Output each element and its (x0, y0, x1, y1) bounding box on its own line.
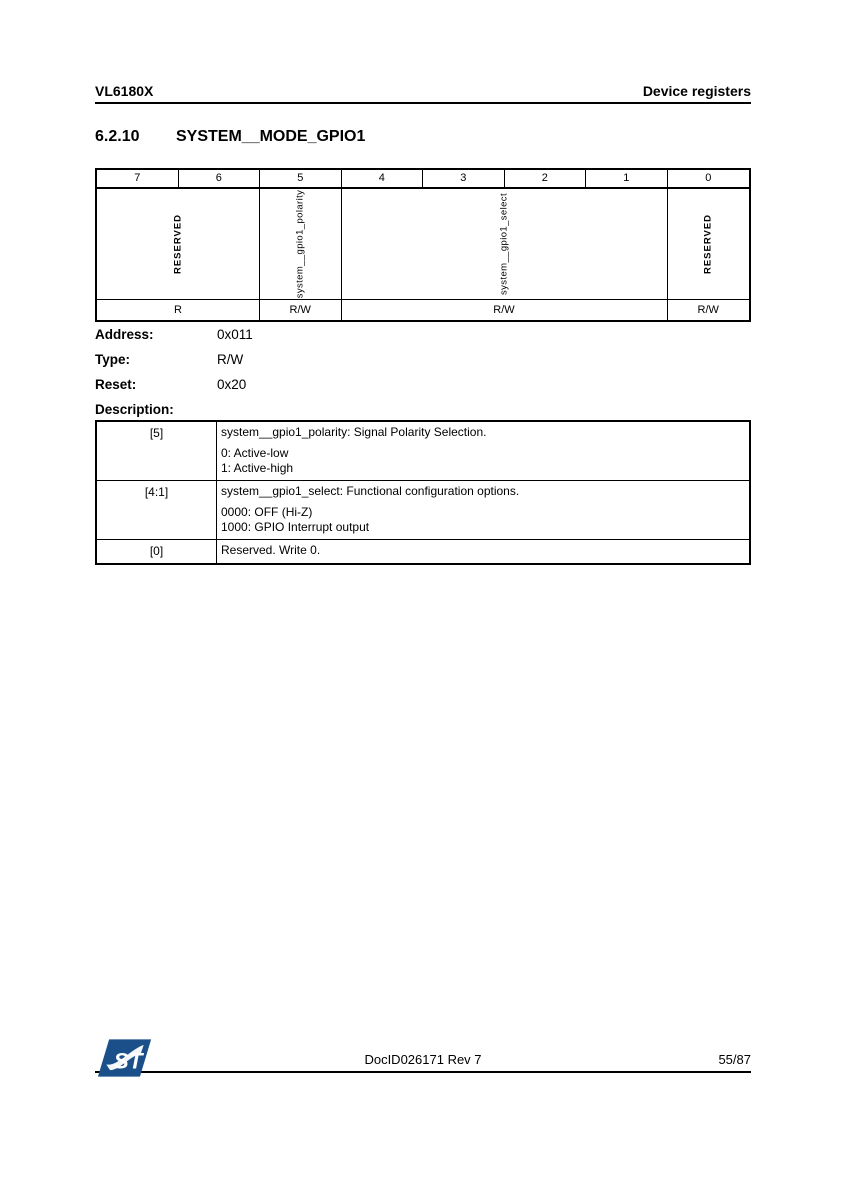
svg-text:ST: ST (113, 1048, 143, 1074)
description-line: system__gpio1_polarity: Signal Polarity Selection. (221, 425, 487, 439)
property-label: Reset: (95, 377, 137, 392)
field-label: RESERVED (172, 213, 184, 275)
property-value: 0x011 (217, 327, 253, 342)
bit-number: 7 (97, 170, 179, 187)
bit-number: 0 (705, 172, 712, 184)
table-row (97, 481, 749, 540)
description-line: 1: Active-high (221, 461, 294, 475)
bit-number: 4 (342, 170, 424, 187)
property-label: Type: (95, 352, 131, 367)
description-table (95, 420, 751, 565)
section-title: SYSTEM__MODE_GPIO1 (176, 128, 366, 145)
bit-number: 5 (260, 170, 342, 187)
bit-range-cell: [4:1] (97, 481, 217, 539)
field-label: RESERVED (702, 213, 714, 275)
description-line: 0000: OFF (Hi-Z) (221, 505, 313, 519)
description-heading: Description: (95, 402, 174, 417)
register-field-reserved-high (97, 189, 260, 299)
property-address (95, 327, 495, 342)
bit-number: 6 (179, 170, 261, 187)
field-label: system__gpio1_polarity (294, 189, 306, 299)
register-field-reserved-low (668, 189, 750, 299)
description-line: 1000: GPIO Interrupt output (221, 520, 370, 534)
property-type (95, 352, 495, 367)
access-type: R/W (342, 300, 668, 320)
footer-page-number: 55/87 (718, 1052, 751, 1067)
access-type: R (97, 300, 260, 320)
register-field-gpio1-select (342, 189, 668, 299)
bit-number: 3 (423, 170, 505, 187)
register-bit-numbers-row (97, 170, 749, 189)
description-line: Reserved. Write 0. (221, 543, 321, 557)
access-type: R/W (697, 304, 719, 316)
property-label: Address: (95, 327, 154, 342)
description-cell (217, 422, 749, 480)
table-row (97, 540, 749, 563)
section-number: 6.2.10 (95, 128, 140, 145)
description-cell (217, 481, 749, 539)
property-reset (95, 377, 495, 392)
register-field-gpio1-polarity (260, 189, 342, 299)
description-line: 0: Active-low (221, 446, 289, 460)
table-row (97, 422, 749, 481)
bit-range-cell: [0] (97, 540, 217, 563)
bit-number: 2 (505, 170, 587, 187)
property-value: 0x20 (217, 377, 247, 392)
bit-number: 1 (586, 170, 668, 187)
property-value: R/W (217, 352, 244, 367)
access-type: R/W (260, 300, 342, 320)
bit-range-cell: [5] (97, 422, 217, 480)
header-device-name: VL6180X (95, 83, 154, 99)
header-chapter: Device registers (642, 83, 751, 99)
register-bit-diagram (95, 168, 751, 322)
header-rule (95, 102, 751, 104)
description-cell (217, 540, 749, 563)
footer-doc-id: DocID026171 Rev 7 (364, 1052, 482, 1067)
register-field-names-row (97, 189, 749, 299)
field-label: system__gpio1_select (498, 193, 510, 295)
description-line: system__gpio1_select: Functional configuration options. (221, 484, 520, 498)
register-access-row (97, 299, 749, 320)
footer-rule (95, 1071, 751, 1073)
